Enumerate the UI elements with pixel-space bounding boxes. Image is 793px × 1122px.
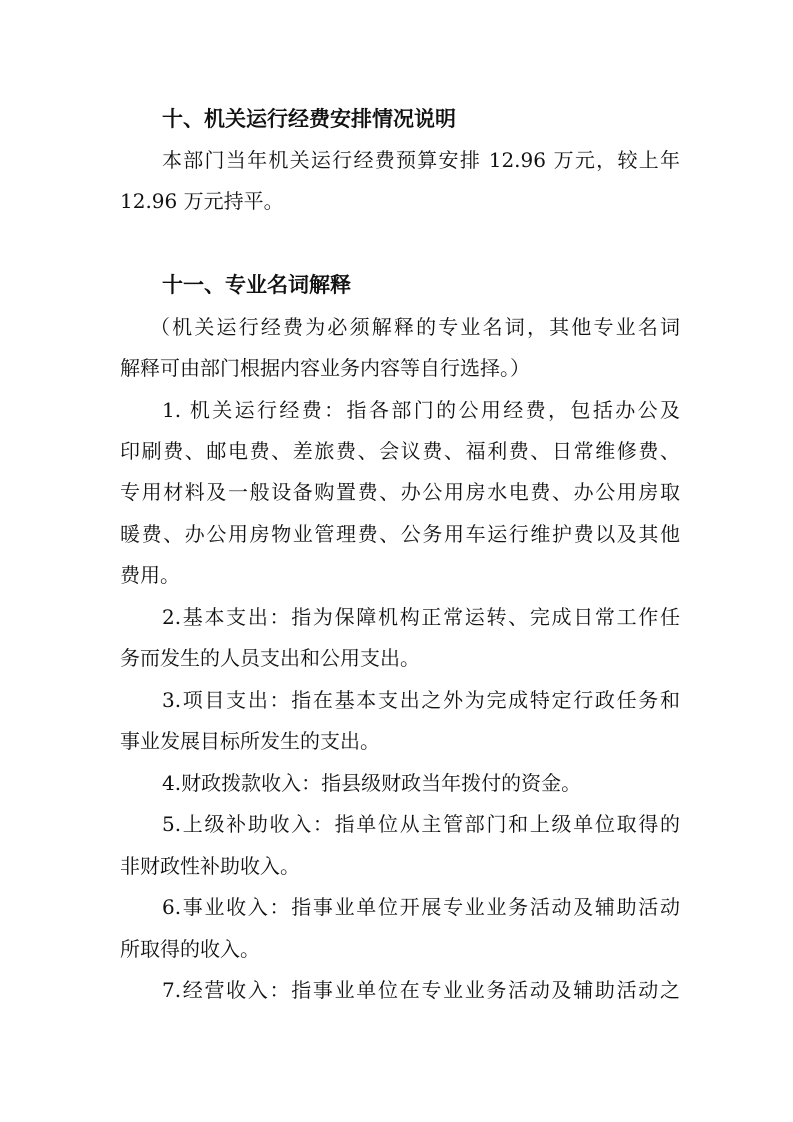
term-line: 6.事业收入：指事业单位开展专业业务活动及辅助活动 [162, 895, 680, 919]
term-line: 1. 机关运行经费：指各部门的公用经费，包括办公及 [162, 398, 680, 422]
term-line: 所取得的收入。 [120, 937, 260, 961]
section-heading-11: 十一、专业名词解释 [162, 273, 351, 297]
paragraph-line: 12.96 万元持平。 [120, 189, 284, 213]
term-line: 务而发生的人员支出和公用支出。 [120, 646, 420, 670]
term-line: 专用材料及一般设备购置费、办公用房水电费、办公用房取 [120, 480, 680, 504]
term-line: 7.经营收入：指事业单位在专业业务活动及辅助活动之 [162, 978, 680, 1002]
term-line: 暖费、办公用房物业管理费、公务用车运行维护费以及其他 [120, 522, 680, 546]
term-line: 印刷费、邮电费、差旅费、会议费、福利费、日常维修费、 [120, 439, 680, 463]
term-line: 非财政性补助收入。 [120, 854, 300, 878]
section-heading-10: 十、机关运行经费安排情况说明 [162, 107, 456, 131]
paragraph-line: 本部门当年机关运行经费预算安排 12.96 万元，较上年 [162, 148, 680, 172]
term-line: 费用。 [120, 563, 180, 587]
term-line: 5.上级补助收入：指单位从主管部门和上级单位取得的 [162, 812, 680, 836]
term-line: 2.基本支出：指为保障机构正常运转、完成日常工作任 [162, 605, 680, 629]
term-line: 事业发展目标所发生的支出。 [120, 729, 380, 753]
term-line: 4.财政拨款收入：指县级财政当年拨付的资金。 [162, 771, 582, 795]
term-line: 3.项目支出：指在基本支出之外为完成特定行政任务和 [162, 688, 680, 712]
note-line: （机关运行经费为必须解释的专业名词，其他专业名词 [150, 315, 680, 339]
note-line: 解释可由部门根据内容业务内容等自行选择。） [120, 356, 530, 380]
